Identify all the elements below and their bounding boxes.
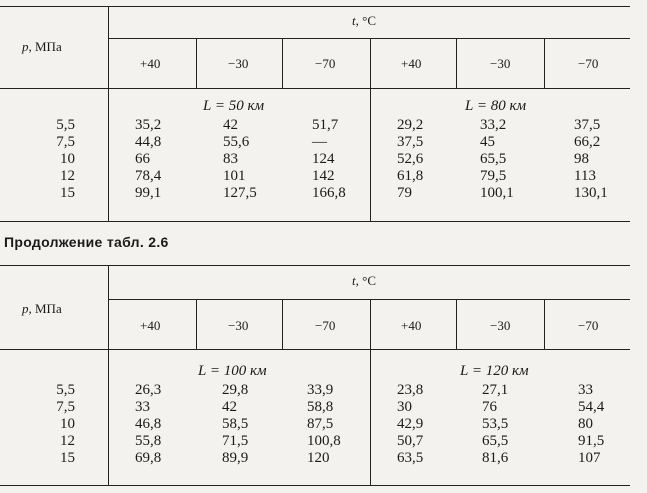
table-cell: 166,8 — [312, 185, 346, 201]
table-cell: 98 — [574, 151, 589, 167]
table-cell: 87,5 — [307, 416, 334, 432]
temp-header: −30 — [490, 56, 511, 71]
table-rule — [0, 349, 630, 350]
temp-header: −70 — [578, 56, 599, 71]
temp-header: −30 — [490, 318, 511, 333]
column-divider — [108, 265, 109, 485]
table-cell: 79 — [397, 185, 412, 201]
temp-header: +40 — [140, 56, 161, 71]
table-cell: 5,5 — [56, 382, 75, 398]
table-cell: 52,6 — [397, 151, 424, 167]
table-cell: 61,8 — [397, 168, 424, 184]
table-cell: 101 — [223, 168, 246, 184]
table-cell: 80 — [578, 416, 593, 432]
table-cell: — — [312, 134, 327, 150]
table-cell: 66,2 — [574, 134, 601, 150]
table-cell: 58,5 — [222, 416, 249, 432]
table-cell: 65,5 — [482, 433, 509, 449]
table-cell: 50,7 — [397, 433, 424, 449]
t-header: t, °C — [352, 13, 376, 28]
table-cell: 55,6 — [223, 134, 250, 150]
table-cell: 15 — [60, 450, 75, 466]
table-cell: 58,8 — [307, 399, 334, 415]
table-caption: Продолжение табл. 2.6 — [4, 234, 169, 250]
temp-header: +40 — [401, 318, 422, 333]
value-column — [482, 382, 508, 467]
value-column — [307, 382, 341, 467]
table-cell: 44,8 — [135, 134, 162, 150]
table-rule — [108, 299, 630, 300]
column-divider — [544, 299, 545, 349]
table-cell: 10 — [60, 416, 75, 432]
table-cell: 29,8 — [222, 382, 249, 398]
table-cell: 42 — [223, 117, 238, 133]
table-cell: 7,5 — [56, 134, 75, 150]
group-label: L = 120 км — [460, 363, 529, 379]
temp-header: −70 — [578, 318, 599, 333]
table-cell: 45 — [480, 134, 495, 150]
table-cell: 54,4 — [578, 399, 605, 415]
table-cell: 35,2 — [135, 117, 162, 133]
temp-header: −30 — [228, 56, 249, 71]
group-label: L = 100 км — [198, 363, 267, 379]
table-cell: 55,8 — [135, 433, 162, 449]
group-label: L = 80 км — [465, 98, 527, 114]
table-cell: 26,3 — [135, 382, 162, 398]
group-label: L = 50 км — [203, 98, 265, 114]
column-divider — [282, 299, 283, 349]
table-cell: 29,2 — [397, 117, 424, 133]
p-header: p, МПа — [22, 301, 62, 316]
t-header: t, °C — [352, 273, 376, 288]
table-cell: 124 — [312, 151, 335, 167]
value-column — [397, 382, 423, 467]
table-cell: 79,5 — [480, 168, 507, 184]
table-cell: 89,9 — [222, 450, 249, 466]
temp-header: +40 — [140, 318, 161, 333]
table-cell: 63,5 — [397, 450, 424, 466]
table-cell: 42,9 — [397, 416, 424, 432]
table-cell: 142 — [312, 168, 335, 184]
temp-header: −30 — [228, 318, 249, 333]
table-cell: 127,5 — [223, 185, 257, 201]
table-cell: 33 — [578, 382, 593, 398]
table-cell: 99,1 — [135, 185, 162, 201]
table-cell: 15 — [60, 185, 75, 201]
table-cell: 51,7 — [312, 117, 339, 133]
table-cell: 27,1 — [482, 382, 509, 398]
table-cell: 10 — [60, 151, 75, 167]
column-divider — [196, 299, 197, 349]
value-column — [578, 382, 604, 467]
column-divider — [456, 299, 457, 349]
table-cell: 81,6 — [482, 450, 509, 466]
table-rule — [0, 485, 630, 486]
temp-header: −70 — [315, 56, 336, 71]
column-divider — [370, 299, 371, 485]
table-rule — [0, 265, 630, 266]
table-cell: 33,9 — [307, 382, 334, 398]
table-cell: 37,5 — [397, 134, 424, 150]
p-column — [56, 382, 75, 467]
table-cell: 42 — [222, 399, 237, 415]
table-cell: 30 — [397, 399, 412, 415]
table-cell: 12 — [60, 433, 75, 449]
temp-header: +40 — [401, 56, 422, 71]
table-cell: 113 — [574, 168, 596, 184]
table-cell: 65,5 — [480, 151, 507, 167]
table-cell: 78,4 — [135, 168, 162, 184]
table-cell: 46,8 — [135, 416, 162, 432]
table-cell: 66 — [135, 151, 150, 167]
table-cell: 100,8 — [307, 433, 341, 449]
table-cell: 12 — [60, 168, 75, 184]
temp-header: −70 — [315, 318, 336, 333]
table-cell: 23,8 — [397, 382, 424, 398]
value-column — [222, 382, 248, 467]
table-cell: 107 — [578, 450, 601, 466]
table-cell: 71,5 — [222, 433, 249, 449]
table-cell: 33,2 — [480, 117, 507, 133]
table-cell: 7,5 — [56, 399, 75, 415]
table-cell: 53,5 — [482, 416, 509, 432]
table-cell: 37,5 — [574, 117, 601, 133]
table-cell: 120 — [307, 450, 330, 466]
table-cell: 33 — [135, 399, 150, 415]
value-column — [135, 382, 161, 467]
table-cell: 76 — [482, 399, 497, 415]
table-cell: 83 — [223, 151, 238, 167]
table-cell: 69,8 — [135, 450, 162, 466]
table-cell: 130,1 — [574, 185, 608, 201]
table-cell: 100,1 — [480, 185, 514, 201]
p-header: p, МПа — [22, 39, 62, 54]
table-cell: 5,5 — [56, 117, 75, 133]
table-cell: 91,5 — [578, 433, 605, 449]
